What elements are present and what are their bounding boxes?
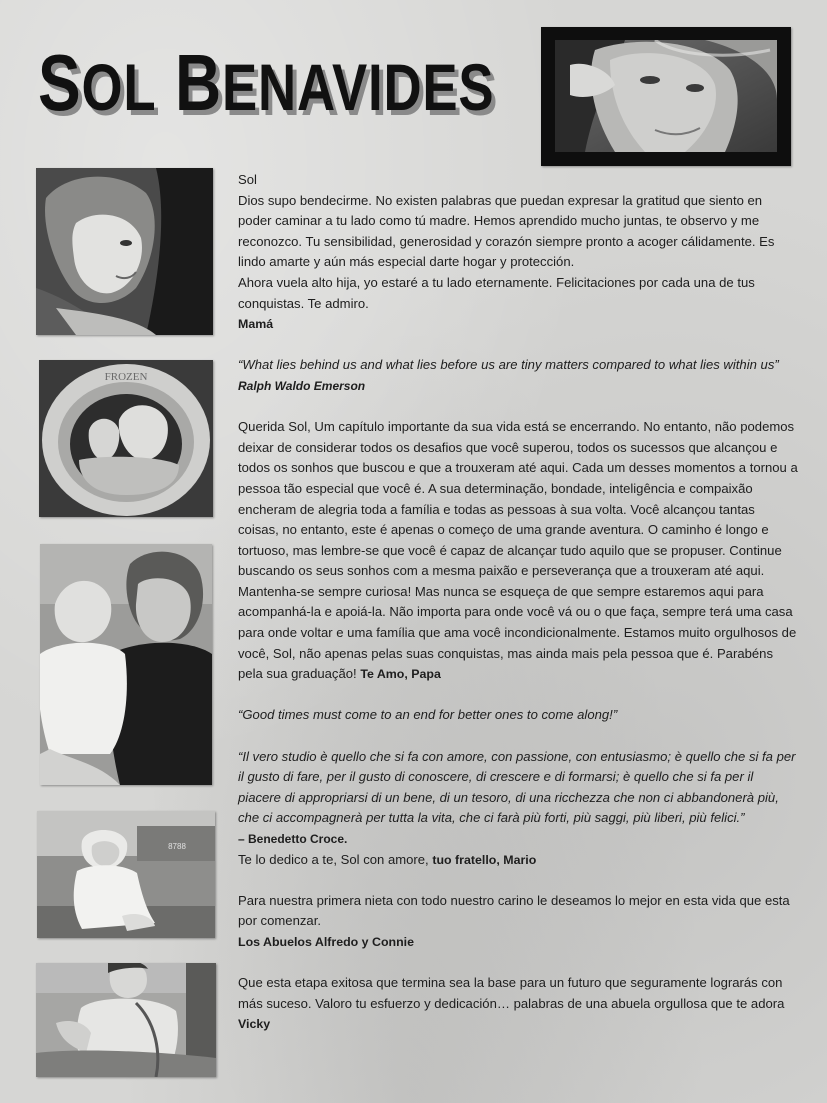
papa-signature: Te Amo, Papa <box>360 667 441 682</box>
plate-caption: FROZEN <box>104 371 148 383</box>
vicky-letter: Que esta etapa exitosa que termina sea la base para un futuro que seguramente lograrás con más suceso. Valoro tu esfuerzo y dedicación… palabras de una abuela orgullosa que te adora <box>238 975 785 1011</box>
mama-signature: Mamá <box>238 317 274 332</box>
mama-greeting: Sol <box>238 172 257 187</box>
vicky-signature: Vicky <box>238 1017 271 1032</box>
papa-letter-body: Querida Sol, Um capítulo importante da sua vida está se encerrando. No entanto, não podemos deixar de considerar todos os desafios que você superou, todos os sucessos que alcançou e todos os sonhos que buscou e que a trouxeram até aqui. Cada um desses momentos a tornou a pessoa tão especial que você é. A sua determinação, bondade, inteligência e compaixão encheram de alegria toda a família e todas as pessoas à sua volta. Você alcançou tantas coisas, no entanto, este é apenas o começo de uma grande aventura. O caminho é longo e tortuoso, mas lembre-se que você é capaz de alcançar tudo aquilo que se propuser. Continue buscando os seus sonhos com a mesma paixão e perseverança que a trouxeram até aqui. Mantenha-se sempre curiosa! Mas nunca se esqueça de que sempre estaremos aqui para acompanhá-la e apoiá-la. Não importa para onde você vá ou o que faça, sempre terá uma casa para onde voltar e uma família que ama você incondicionalmente. Estamos muito orgulhosos de você, Sol, não apenas pelas suas conquistas, mas ainda mais pela pessoa que é. Parabéns pela sua graduação! <box>238 419 798 682</box>
croce-author: – Benedetto Croce. <box>238 832 348 846</box>
mama-letter-p1: Dios supo bendecirme. No existen palabras que puedan expresar la gratitud que siento en poder caminar a tu lado como tú madre. Hemos aprendido mucho juntas, te observo y me reconozco. Tu sensibilidad, generosidad y corazón siempre pronto a acoger cálidamente. Es lindo amarte y aún más especial darte hogar y protección. <box>238 192 775 270</box>
croce-quote: “Il vero studio è quello che si fa con amore, con passione, con entusiasmo; è quello che si fa per il gusto di fare, per il gusto di conoscere, di crescere e di formarsi; è quello che si fa per il piacere di appropriarsi di un bene, di un tesoro, di una ricchezza che non ci abbandonerà più, che ci accompagnerà per tutta la vita, che ci farà più forti, più saggi, più liberi, più felici.” <box>238 748 796 826</box>
mama-letter-p2: Ahora vuela alto hija, yo estaré a tu lado eternamente. Felicitaciones por cada una de tus conquistas. Te admiro. <box>238 274 755 311</box>
sign-number: 8788 <box>168 842 186 851</box>
page-title: SOL BENAVIDES <box>38 38 495 127</box>
emerson-author: Ralph Waldo Emerson <box>238 378 366 393</box>
good-times-quote: “Good times must come to an end for better ones to come along!” <box>238 707 618 723</box>
mario-dedication <box>238 850 798 871</box>
abuelos-letter: Para nuestra primera nieta con todo nuestro carino le deseamos lo mejor en esta vida que esta por comenzar. <box>238 892 790 929</box>
emerson-quote: “What lies behind us and what lies before us are tiny matters compared to what lies within us” <box>238 357 779 373</box>
frozen-plate-photo <box>39 360 213 517</box>
girl-profile-photo <box>36 168 213 335</box>
text-column <box>238 170 798 1035</box>
father-baby-photo <box>40 544 212 785</box>
mario-dedication-text: Te lo dedico a te, Sol con amore, <box>238 851 433 867</box>
papa-letter <box>238 417 798 685</box>
header-portrait-photo <box>541 27 791 166</box>
toddler-photo <box>36 963 216 1077</box>
mario-signature: tuo fratello, Mario <box>432 852 537 867</box>
abuelos-signature: Los Abuelos Alfredo y Connie <box>238 934 415 949</box>
baby-sitting-photo <box>37 811 215 938</box>
